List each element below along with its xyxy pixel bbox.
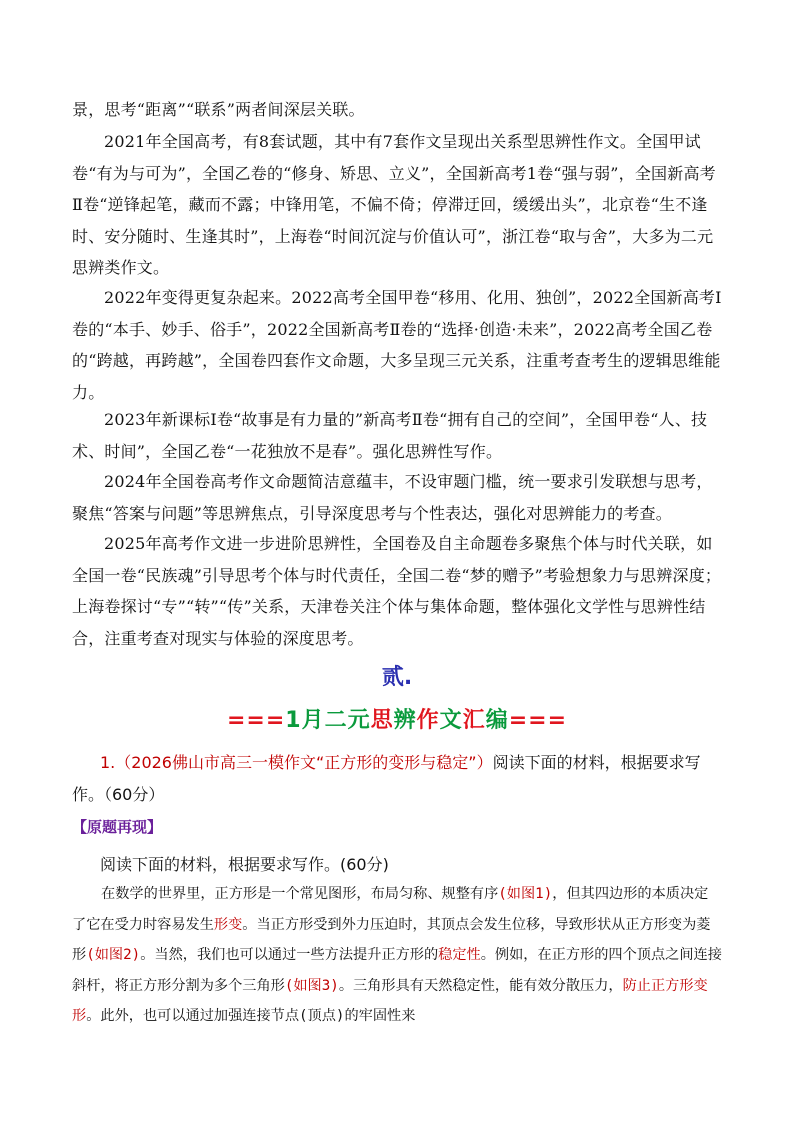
- material-segment: 。当然，我们也可以通过一些方法提升正方形的: [140, 947, 439, 963]
- material-segment: 。三角形具有天然稳定性，能有效分散压力，: [338, 977, 623, 994]
- material-segment: 。此外，也可以通过加强连接节点(顶点)的牢固性来: [86, 1008, 416, 1024]
- highlight-prevent-deformation: 防止正方形变形: [72, 977, 708, 1024]
- headline-prefix: ===: [226, 708, 286, 733]
- paragraph-2025: 2025年高考作文进一步进阶思辨性，全国卷及自主命题卷多聚焦个体与时代关联，如全国一卷“民族魂”引导思考个体与时代责任，全国二卷“梦的赠予”考验想象力与思辨深度；上海卷探讨“专”“转”“传”关系，天津卷关注个体与集体命题，整体强化文学性与思辨性结合，注重考查对现实与体验的深度思考。: [72, 534, 722, 648]
- material-segment: 在数学的世界里，正方形是一个常见图形，布局匀称、规整有序: [101, 886, 499, 902]
- figure-ref-3: (如图3): [284, 977, 339, 994]
- figure-ref-1: (如图1): [498, 886, 553, 902]
- section-number: 贰.: [381, 665, 413, 690]
- headline-part-4: 辨: [393, 708, 417, 733]
- headline-part-3: 思: [370, 708, 394, 733]
- headline-suffix: ===: [508, 708, 568, 733]
- question-source: （2026佛山市高三一模作文“正方形的变形与稳定”）: [115, 753, 493, 772]
- material-text: [72, 879, 722, 1032]
- highlight-stability: 稳定性: [438, 947, 481, 963]
- material-segment: ，但其四边形的本质决定了它在受力时容易发生: [72, 886, 709, 933]
- material-instruction: 阅读下面的材料，根据要求写作。(60分): [100, 855, 389, 874]
- headline-part-8: 编: [485, 708, 509, 733]
- highlight-deformation: 形变: [213, 916, 243, 933]
- question-number: 1.: [100, 753, 116, 772]
- question-text: 阅读下面的材料，根据要求写作。（60分）: [72, 753, 701, 804]
- paragraph-intro-tail: 景，思考“距离”“联系”两者间深层关联。: [72, 100, 365, 119]
- headline-part-1: 1月: [285, 708, 325, 733]
- material-segment: 。例如，在正方形的四个顶点之间连接斜杆，将正方形分割为多个三角形: [72, 947, 722, 994]
- material-segment: 。当正方形受到外力压迫时，其顶点会发生位移，导致形状从正方形变为菱形: [72, 916, 711, 963]
- headline-part-2: 二元: [324, 708, 371, 733]
- paragraph-2021: 2021年全国高考，有8套试题，其中有7套作文呈现出关系型思辨性作文。全国甲试卷“有为与可为”，全国乙卷的“修身、矫思、立义”，全国新高考1卷“强与弱”，全国新高考Ⅱ卷“逆锋起笔，藏而不露；中锋用笔，不偏不倚；停滞迂回，缓缓出头”，北京卷“生不逢时、安分随时、生逢其时”，上海卷“时间沉淀与价值认可”，浙江卷“取与舍”，大多为二元思辨类作文。: [72, 132, 716, 277]
- original-question-tag: 【原题再现】: [72, 818, 163, 836]
- paragraph-2023: 2023年新课标Ⅰ卷“故事是有力量的”新高考Ⅱ卷“拥有自己的空间”，全国甲卷“人、技术、时间”，全国乙卷“一花独放不是春”。强化思辨性写作。: [72, 410, 708, 461]
- paragraph-2022: 2022年变得更复杂起来。2022高考全国甲卷“移用、化用、独创”，2022全国新高考Ⅰ卷的“本手、妙手、俗手”，2022全国新高考Ⅱ卷的“选择·创造·未来”，2022高考全国乙卷的“跨越，再跨越”，全国卷四套作文命题，大多呈现三元关系，注重考查考生的逻辑思维能力。: [72, 288, 722, 402]
- question-1: [72, 747, 722, 810]
- section-headline: [0, 703, 794, 734]
- headline-part-5: 作: [416, 708, 440, 733]
- paragraph-2024: 2024年全国卷高考作文命题简洁意蕴丰，不设审题门槛，统一要求引发联想与思考，聚焦“答案与问题”等思辨焦点，引导深度思考与个性表达，强化对思辨能力的考查。: [72, 472, 713, 523]
- headline-part-6: 文: [439, 708, 463, 733]
- figure-ref-2: (如图2): [86, 947, 141, 963]
- headline-part-7: 汇: [462, 708, 486, 733]
